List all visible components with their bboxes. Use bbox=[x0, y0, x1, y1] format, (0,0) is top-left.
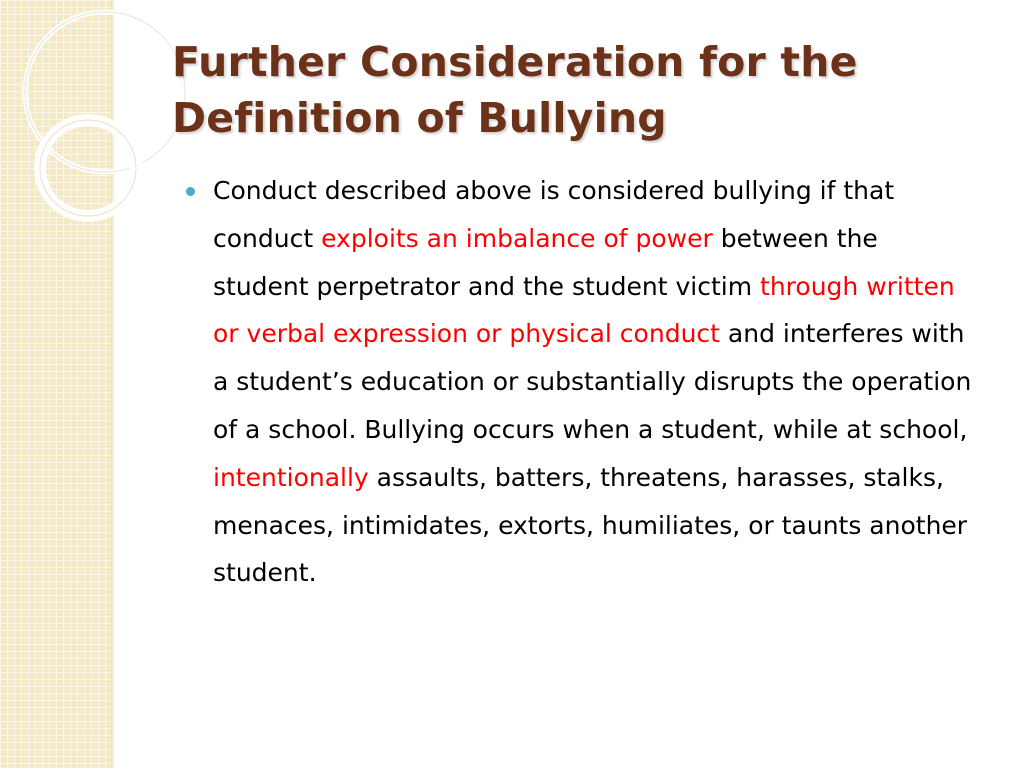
decorative-circles bbox=[0, 0, 200, 260]
emphasized-phrase: intentionally bbox=[213, 462, 369, 492]
emphasized-phrase: exploits an imbalance of power bbox=[321, 223, 713, 253]
emphasized-phrase: through written or verbal expression or physical conduct bbox=[213, 271, 955, 349]
bullet-text bbox=[213, 176, 971, 587]
bullet-list bbox=[180, 167, 980, 597]
text-segment: and interferes with a student’s education or substantially disrupts the operation of a school. Bullying occurs when a student, while at school, bbox=[213, 319, 972, 444]
text-segment: assaults, batters, threatens, harasses, stalks, menaces, intimidates, extorts, humiliates, or taunts another student. bbox=[213, 462, 968, 588]
bullet-dot-icon bbox=[186, 187, 195, 196]
bullet-item bbox=[180, 167, 980, 597]
slide-title: Further Consideration for the Definition of Bullying bbox=[172, 38, 858, 142]
text-segment: between the student perpetrator and the student victim bbox=[213, 223, 878, 301]
text-segment: Conduct described above is considered bullying if that conduct bbox=[213, 176, 895, 253]
